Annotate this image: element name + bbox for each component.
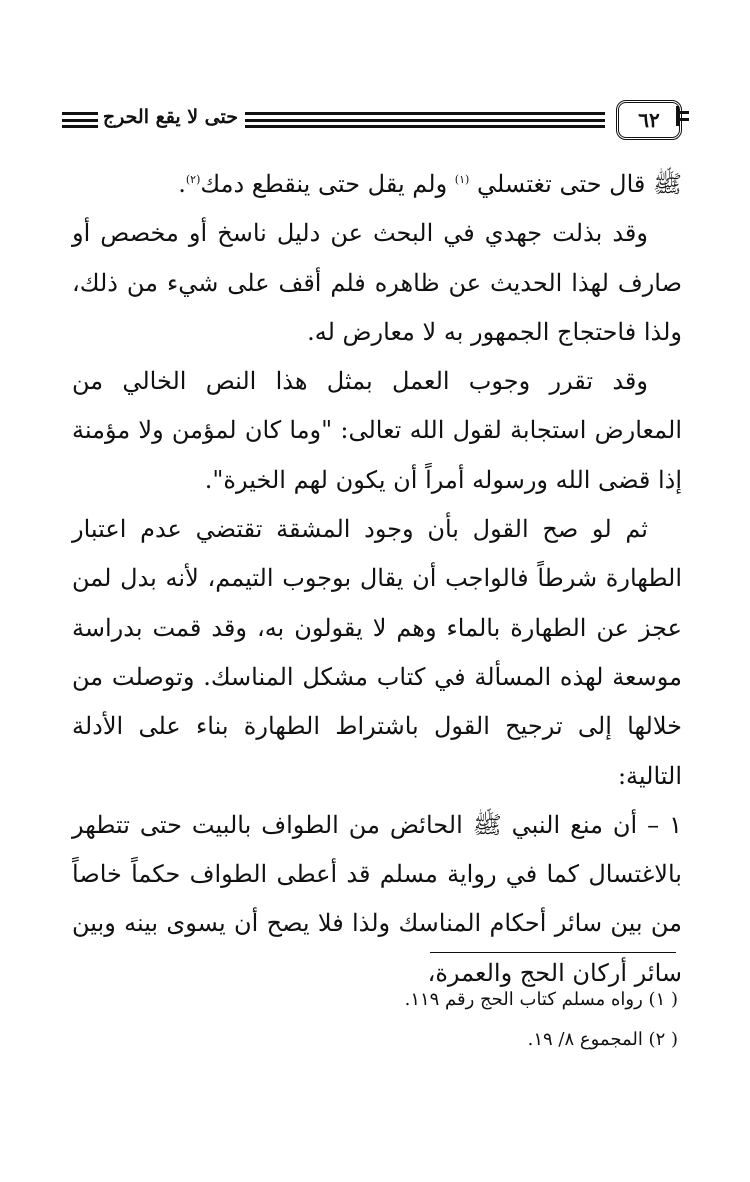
footnote-separator: [430, 952, 676, 953]
footnote-2: ( ٢) المجموع ٨/ ١٩.: [527, 1029, 678, 1050]
page-number: ٦٢: [616, 100, 682, 140]
paragraph-4: ثم لو صح القول بأن وجود المشقة تقتضي عدم اعتبار الطهارة شرطاً فالواجب أن يقال بوجوب التيمم، لأنه بدل لمن عجز عن الطهارة بالماء وهم لا يقولون به، وقد قمت بدراسة موسعة لهذه المسألة في كتاب مشكل المناسك. وتوصلت من خلالها إلى ترجيح القول باشتراط الطهارة بناء على الأدلة التالية:: [72, 515, 682, 790]
footnote-1: ( ١) رواه مسلم كتاب الحج رقم ١١٩.: [404, 989, 678, 1010]
line1-end: .: [178, 170, 186, 198]
footnotes: [72, 980, 678, 1060]
page-number-ornament: [676, 106, 689, 126]
paragraph-1: [72, 160, 682, 209]
paragraph-5: ١ – أن منع النبي ﷺ الحائض من الطواف بالبيت حتى تتطهر بالاغتسال كما في رواية مسلم قد أعطى الطواف حكماً خاصاً من بين سائر أحكام المناسك ولذا فلا يصح أن يسوى بينه وبين سائر أركان الحج والعمرة،: [72, 810, 682, 987]
paragraph-3: وقد تقرر وجوب العمل بمثل هذا النص الخالي من المعارض استجابة لقول الله تعالى: "وما كان لمؤمن ولا مؤمنة إذا قضى الله ورسوله أمراً أن يكون لهم الخيرة".: [72, 367, 682, 494]
footnote-ref-2[interactable]: (٢): [185, 173, 201, 186]
line1-text-2: ولم يقل حتى ينقطع دمك: [200, 170, 448, 198]
book-title: حتى لا يقع الحرج: [102, 106, 238, 128]
header-rule-middle: [245, 112, 605, 128]
page-header: [62, 98, 688, 142]
main-text: [72, 160, 682, 998]
header-rule-left: [62, 112, 98, 128]
footnote-ref-1[interactable]: (١): [454, 173, 470, 186]
line1-text: ﷺ قال حتى تغتسلي: [476, 170, 682, 198]
paragraph-2: وقد بذلت جهدي في البحث عن دليل ناسخ أو مخصص أو صارف لهذا الحديث عن ظاهره فلم أقف على شيء من ذلك، ولذا فاحتجاج الجمهور به لا معارض له.: [72, 219, 682, 346]
